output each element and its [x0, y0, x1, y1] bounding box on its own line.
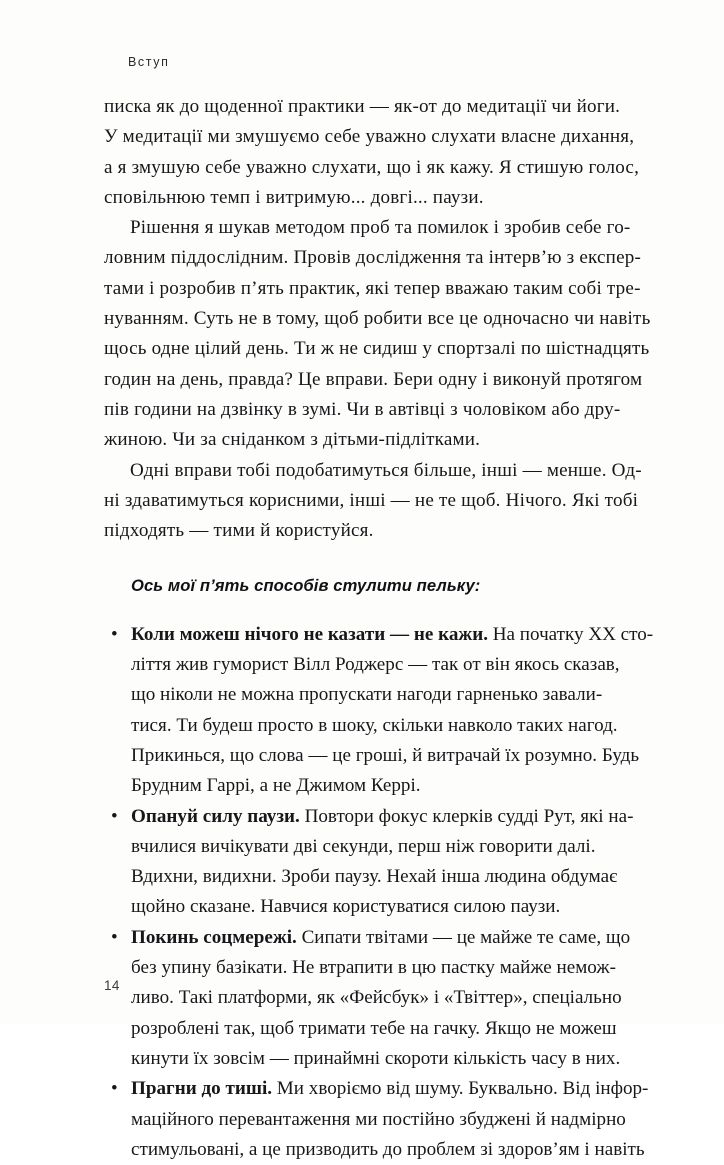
paragraph-choose-what-fits	[104, 456, 642, 547]
text-line: що ніколи не можна пропускати нагоди гарненько завали-	[131, 684, 603, 706]
list-item-text	[131, 923, 631, 1074]
text-line: пів години на дзвінку в зумі. Чи в автівці з чоловіком або дру-	[104, 398, 621, 420]
text-line: ловним піддослідним. Провів дослідження та інтерв’ю з експер-	[104, 247, 642, 269]
text-line: маційного перевантаження ми постійно збуджені й надмірно	[131, 1108, 626, 1130]
text-line: ліття жив гуморист Вілл Роджерс — так от він якось сказав,	[131, 654, 620, 676]
text-line: Рішення я шукав методом проб та помилок і зробив себе го-	[130, 217, 631, 239]
bullet-marker-icon: •	[111, 805, 118, 827]
text-line: ливо. Такі платформи, як «Фейсбук» і «Твіттер», спеціально	[131, 987, 622, 1009]
text-line: писка як до щоденної практики — як-от до медитації чи йоги.	[104, 96, 621, 117]
bullet-marker-icon: •	[111, 1078, 118, 1100]
text-line: Прикинься, що слова — це гроші, й витрачай їх розумно. Будь	[131, 744, 640, 766]
text-line: тися. Ти будеш просто в шоку, скільки навколо таких нагод.	[131, 714, 618, 736]
text-line: сповільнюю темп і витримую... довгі... паузи.	[104, 186, 484, 208]
list-item-lead: Прагни до тиші.	[131, 1078, 273, 1100]
paragraph-meditation	[104, 92, 640, 213]
bullet-marker-icon: •	[111, 926, 118, 948]
text-line: годин на день, правда? Це вправи. Бери одну і виконуй протягом	[104, 368, 643, 390]
text-line: тами і розробив п’ять практик, які тепер вважаю таким собі тре-	[104, 277, 641, 299]
list-item-seek-silence	[104, 1074, 649, 1165]
list-item-lead: Опануй силу паузи.	[131, 805, 300, 827]
list-item-lead: Покинь соцмережі.	[131, 926, 297, 948]
list-item-quit-social-media	[104, 923, 631, 1074]
text-line: жиною. Чи за сніданком з дітьми-підлітками.	[104, 429, 481, 451]
paragraph-trial-and-error	[104, 213, 651, 455]
list-item-text	[131, 620, 654, 802]
text-line: а я змушую себе уважно слухати, що і як кажу. Я стишую голос,	[104, 156, 640, 178]
text-line: розроблені так, щоб тримати тебе на гачку. Якщо не можеш	[131, 1017, 617, 1039]
text-line: Прагни до тиші. Ми хворіємо від шуму. Буквально. Від інфор-	[131, 1078, 649, 1100]
text-line: Одні вправи тобі подобатимуться більше, інші — менше. Од-	[130, 459, 642, 481]
text-line: без упину базікати. Не втрапити в цю пастку майже немож-	[131, 957, 616, 979]
text-line: ні здаватимуться корисними, інші — не те щоб. Нічого. Які тобі	[104, 489, 639, 511]
list-item-text	[131, 1074, 649, 1165]
text-line: стимульовані, а це призводить до проблем зі здоров’ям і навіть	[131, 1138, 645, 1160]
text-line: підходять — тими й користуйся.	[104, 520, 374, 542]
text-line: Опануй силу паузи. Повтори фокус клерків судді Рут, які на-	[131, 805, 634, 827]
running-head: Вступ	[128, 55, 170, 69]
list-item-master-the-pause	[104, 802, 634, 923]
practice-list	[104, 602, 654, 1165]
page-number: 14	[104, 978, 120, 993]
text-line: Коли можеш нічого не казати — не кажи. На початку ХХ сто-	[131, 623, 654, 645]
list-item-text	[131, 802, 634, 923]
text-line: Вдихни, видихни. Зроби паузу. Нехай інша людина обдумає	[131, 866, 618, 888]
list-heading: Ось мої п’ять способів стулити пельку:	[131, 576, 481, 596]
text-line: вчилися вичікувати дві секунди, перш ніж говорити далі.	[131, 835, 596, 857]
text-line: Покинь соцмережі. Сипати твітами — це майже те саме, що	[131, 926, 631, 948]
page-content	[104, 92, 654, 1165]
text-line: кинути їх зовсім — принаймні скороти кількість часу в них.	[131, 1047, 621, 1069]
text-line: нуванням. Суть не в тому, щоб робити все це одночасно чи навіть	[104, 308, 651, 330]
list-item-say-nothing	[104, 602, 654, 802]
text-line: Брудним Гаррі, а не Джимом Керрі.	[131, 775, 421, 797]
bullet-marker-icon: •	[111, 623, 118, 645]
text-line: щось одне цілий день. Ти ж не сидиш у спортзалі по шістнадцять	[104, 338, 650, 360]
text-line: У медитації ми змушуємо себе уважно слухати власне дихання,	[104, 126, 635, 148]
list-item-lead: Коли можеш нічого не казати — не кажи.	[131, 623, 488, 645]
text-line: щойно сказане. Навчися користуватися силою паузи.	[131, 896, 561, 918]
